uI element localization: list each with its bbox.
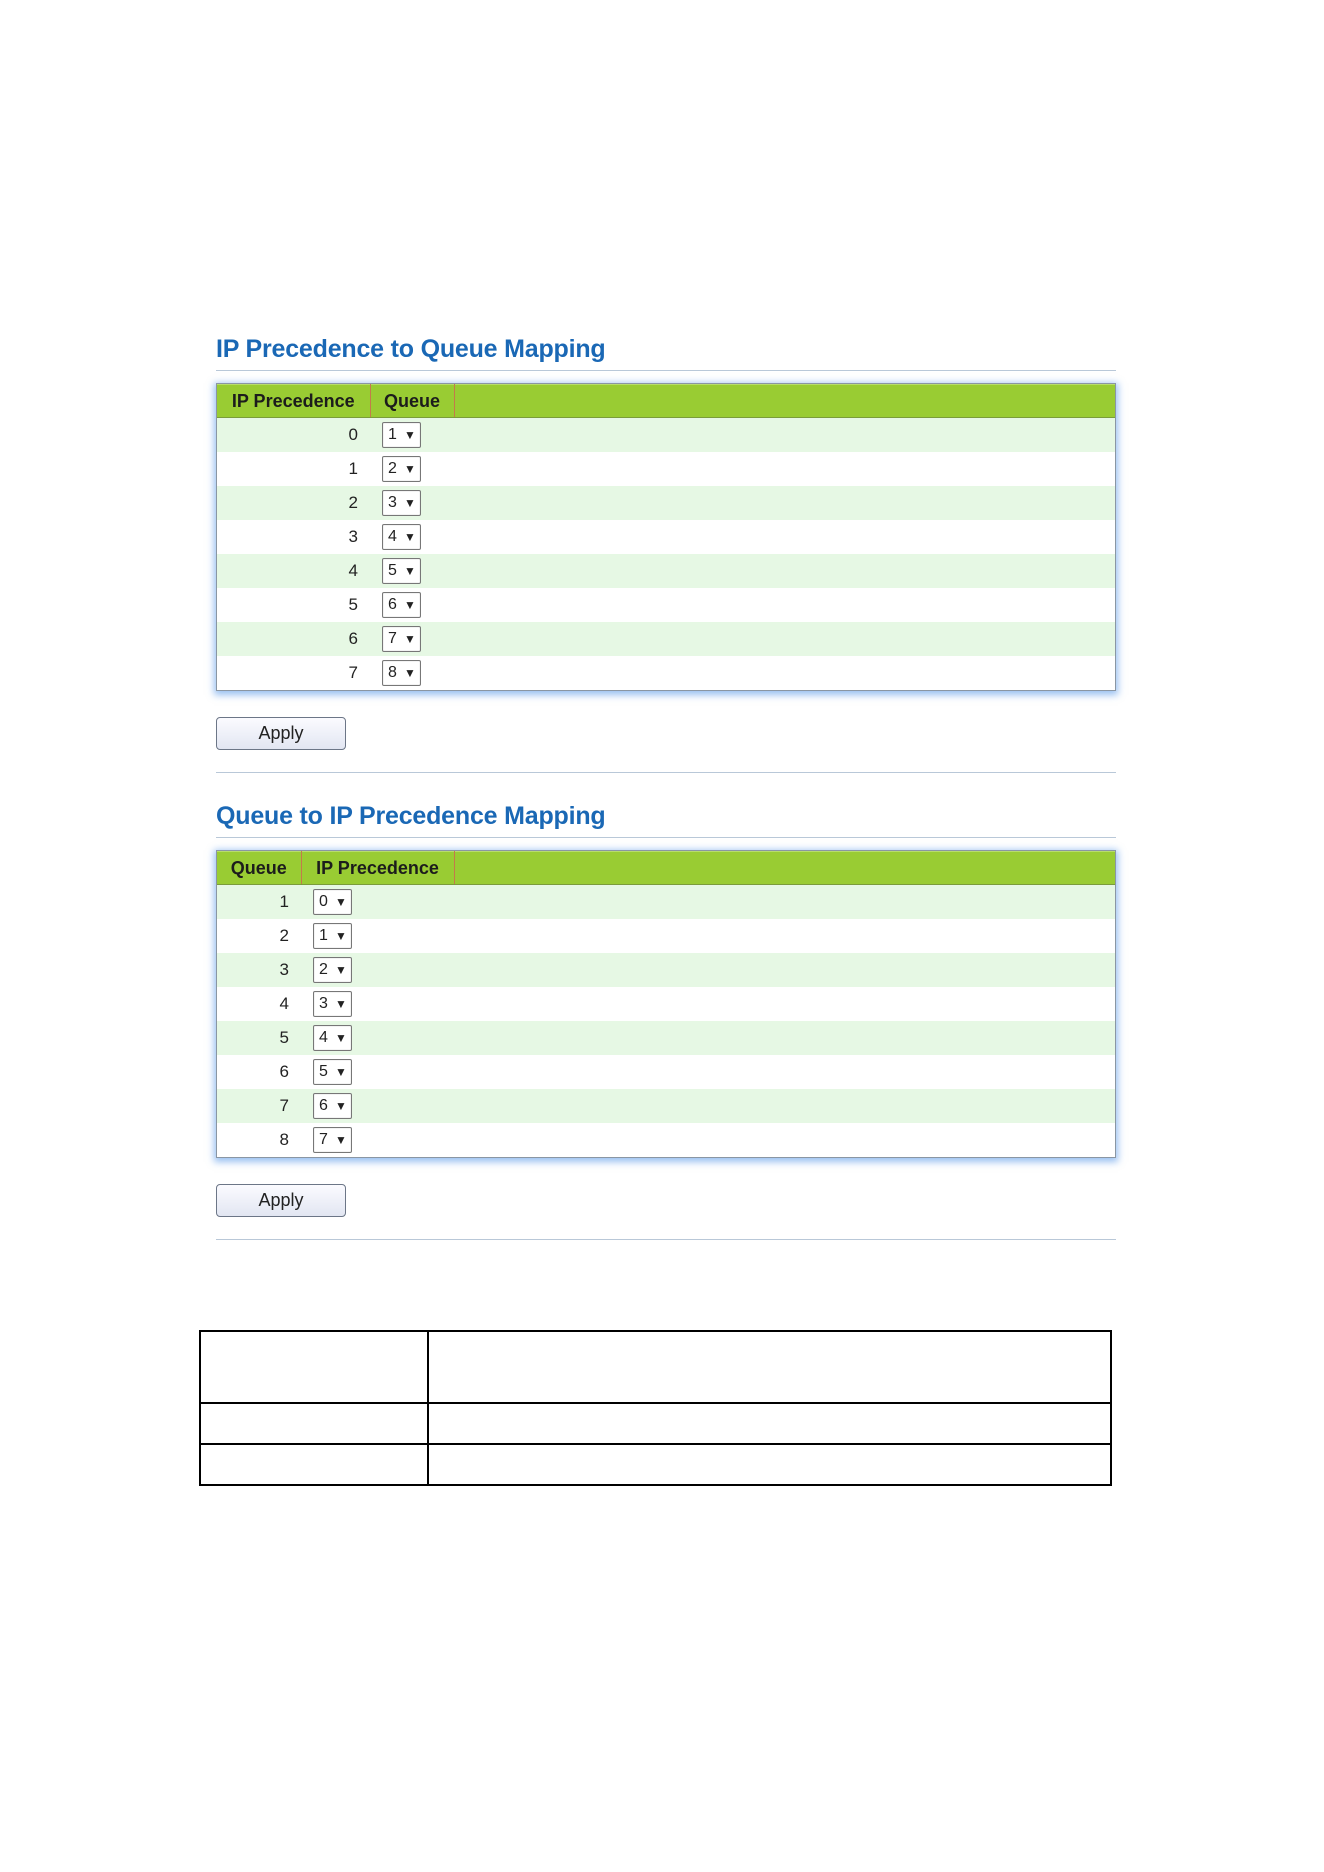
row-key: 3 bbox=[217, 953, 301, 987]
dropdown-value: 1 bbox=[319, 927, 328, 944]
chevron-down-icon: ▼ bbox=[335, 997, 347, 1011]
dropdown-value: 5 bbox=[319, 1063, 328, 1080]
row-filler bbox=[454, 452, 1115, 486]
mapping-dropdown[interactable] bbox=[313, 923, 352, 949]
table-row bbox=[200, 1403, 1111, 1444]
column-header-filler bbox=[454, 385, 1115, 418]
row-select-cell bbox=[301, 1089, 454, 1123]
row-filler bbox=[454, 1055, 1115, 1089]
dropdown-value: 2 bbox=[319, 961, 328, 978]
row-key: 8 bbox=[217, 1123, 301, 1157]
mapping-dropdown[interactable] bbox=[313, 1093, 352, 1119]
table-row bbox=[217, 520, 1115, 554]
row-filler bbox=[454, 486, 1115, 520]
title-divider bbox=[216, 370, 1116, 371]
row-key: 1 bbox=[217, 885, 301, 920]
apply-button[interactable]: Apply bbox=[216, 1184, 346, 1217]
row-filler bbox=[454, 656, 1115, 690]
row-select-cell bbox=[301, 1123, 454, 1157]
dropdown-value: 0 bbox=[319, 893, 328, 910]
table-row bbox=[217, 656, 1115, 690]
row-select-cell bbox=[301, 1021, 454, 1055]
table-row bbox=[217, 1123, 1115, 1157]
row-select-cell bbox=[370, 452, 454, 486]
dropdown-value: 8 bbox=[388, 664, 397, 681]
row-filler bbox=[454, 885, 1115, 920]
row-filler bbox=[454, 919, 1115, 953]
row-filler bbox=[454, 987, 1115, 1021]
row-select-cell bbox=[370, 588, 454, 622]
table-row bbox=[217, 885, 1115, 920]
table-cell bbox=[200, 1403, 428, 1444]
row-key: 4 bbox=[217, 987, 301, 1021]
title-divider bbox=[216, 837, 1116, 838]
chevron-down-icon: ▼ bbox=[404, 598, 416, 612]
chevron-down-icon: ▼ bbox=[404, 530, 416, 544]
row-select-cell bbox=[301, 885, 454, 920]
dropdown-value: 7 bbox=[388, 630, 397, 647]
dropdown-value: 5 bbox=[388, 562, 397, 579]
column-header-queue: Queue bbox=[370, 385, 454, 418]
table-cell bbox=[428, 1331, 1111, 1403]
chevron-down-icon: ▼ bbox=[335, 1133, 347, 1147]
chevron-down-icon: ▼ bbox=[335, 1031, 347, 1045]
row-filler bbox=[454, 1089, 1115, 1123]
row-select-cell bbox=[370, 486, 454, 520]
table-row bbox=[217, 452, 1115, 486]
row-filler bbox=[454, 554, 1115, 588]
chevron-down-icon: ▼ bbox=[335, 895, 347, 909]
mapping-dropdown[interactable] bbox=[313, 1127, 352, 1153]
row-select-cell bbox=[301, 1055, 454, 1089]
row-key: 6 bbox=[217, 622, 370, 656]
row-filler bbox=[454, 622, 1115, 656]
mapping-dropdown[interactable] bbox=[313, 1059, 352, 1085]
row-key: 1 bbox=[217, 452, 370, 486]
mapping-dropdown[interactable] bbox=[313, 991, 352, 1017]
row-filler bbox=[454, 588, 1115, 622]
row-select-cell bbox=[370, 622, 454, 656]
dropdown-value: 6 bbox=[388, 596, 397, 613]
table-header-row bbox=[217, 852, 1115, 885]
dropdown-value: 3 bbox=[388, 494, 397, 511]
chevron-down-icon: ▼ bbox=[404, 428, 416, 442]
row-key: 5 bbox=[217, 1021, 301, 1055]
table-row bbox=[217, 588, 1115, 622]
chevron-down-icon: ▼ bbox=[335, 1065, 347, 1079]
row-key: 7 bbox=[217, 1089, 301, 1123]
chevron-down-icon: ▼ bbox=[404, 564, 416, 578]
chevron-down-icon: ▼ bbox=[404, 632, 416, 646]
table-row bbox=[217, 1055, 1115, 1089]
mapping-dropdown[interactable] bbox=[313, 889, 352, 915]
row-key: 5 bbox=[217, 588, 370, 622]
table-row bbox=[217, 919, 1115, 953]
table-cell bbox=[428, 1403, 1111, 1444]
row-filler bbox=[454, 953, 1115, 987]
chevron-down-icon: ▼ bbox=[335, 963, 347, 977]
row-filler bbox=[454, 1123, 1115, 1157]
row-key: 4 bbox=[217, 554, 370, 588]
dropdown-value: 6 bbox=[319, 1097, 328, 1114]
mapping-dropdown[interactable] bbox=[382, 558, 421, 584]
table-row bbox=[217, 1021, 1115, 1055]
table-row bbox=[200, 1331, 1111, 1403]
dropdown-value: 4 bbox=[388, 528, 397, 545]
mapping-dropdown[interactable] bbox=[382, 490, 421, 516]
dropdown-value: 7 bbox=[319, 1131, 328, 1148]
table-cell bbox=[200, 1331, 428, 1403]
mapping-dropdown[interactable] bbox=[382, 592, 421, 618]
mapping-dropdown[interactable] bbox=[313, 957, 352, 983]
table-header-row bbox=[217, 385, 1115, 418]
table-row bbox=[217, 1089, 1115, 1123]
row-key: 2 bbox=[217, 486, 370, 520]
column-header-ip-precedence: IP Precedence bbox=[217, 385, 370, 418]
table-row bbox=[217, 953, 1115, 987]
chevron-down-icon: ▼ bbox=[335, 1099, 347, 1113]
dropdown-value: 2 bbox=[388, 460, 397, 477]
chevron-down-icon: ▼ bbox=[404, 496, 416, 510]
row-key: 3 bbox=[217, 520, 370, 554]
row-filler bbox=[454, 1021, 1115, 1055]
mapping-dropdown[interactable] bbox=[382, 660, 421, 686]
section-divider bbox=[216, 1239, 1116, 1240]
table-cell bbox=[200, 1444, 428, 1485]
mapping-dropdown[interactable] bbox=[382, 422, 421, 448]
mapping-dropdown[interactable] bbox=[313, 1025, 352, 1051]
mapping-dropdown[interactable] bbox=[382, 456, 421, 482]
table-row bbox=[217, 554, 1115, 588]
table-row bbox=[217, 622, 1115, 656]
row-select-cell bbox=[301, 953, 454, 987]
column-header-filler bbox=[454, 852, 1115, 885]
mapping-dropdown[interactable] bbox=[382, 626, 421, 652]
column-header-queue: Queue bbox=[217, 852, 301, 885]
row-filler bbox=[454, 520, 1115, 554]
row-key: 2 bbox=[217, 919, 301, 953]
dropdown-value: 1 bbox=[388, 426, 397, 443]
row-select-cell bbox=[370, 418, 454, 453]
row-key: 0 bbox=[217, 418, 370, 453]
row-select-cell bbox=[370, 656, 454, 690]
chevron-down-icon: ▼ bbox=[404, 666, 416, 680]
mapping-dropdown[interactable] bbox=[382, 524, 421, 550]
table-cell bbox=[428, 1444, 1111, 1485]
table-row bbox=[217, 987, 1115, 1021]
row-select-cell bbox=[370, 520, 454, 554]
section-title: Queue to IP Precedence Mapping bbox=[216, 802, 606, 830]
row-key: 6 bbox=[217, 1055, 301, 1089]
dropdown-value: 3 bbox=[319, 995, 328, 1012]
dropdown-value: 4 bbox=[319, 1029, 328, 1046]
column-header-ip-precedence: IP Precedence bbox=[301, 852, 454, 885]
table-row bbox=[217, 418, 1115, 453]
parameter-description-table bbox=[199, 1330, 1112, 1486]
row-filler bbox=[454, 418, 1115, 453]
mapping-table bbox=[216, 383, 1116, 691]
section-title: IP Precedence to Queue Mapping bbox=[216, 335, 606, 363]
chevron-down-icon: ▼ bbox=[335, 929, 347, 943]
row-select-cell bbox=[301, 987, 454, 1021]
chevron-down-icon: ▼ bbox=[404, 462, 416, 476]
apply-button[interactable]: Apply bbox=[216, 717, 346, 750]
table-row bbox=[200, 1444, 1111, 1485]
mapping-table bbox=[216, 850, 1116, 1158]
table-row bbox=[217, 486, 1115, 520]
row-select-cell bbox=[301, 919, 454, 953]
section-divider bbox=[216, 772, 1116, 773]
row-select-cell bbox=[370, 554, 454, 588]
row-key: 7 bbox=[217, 656, 370, 690]
